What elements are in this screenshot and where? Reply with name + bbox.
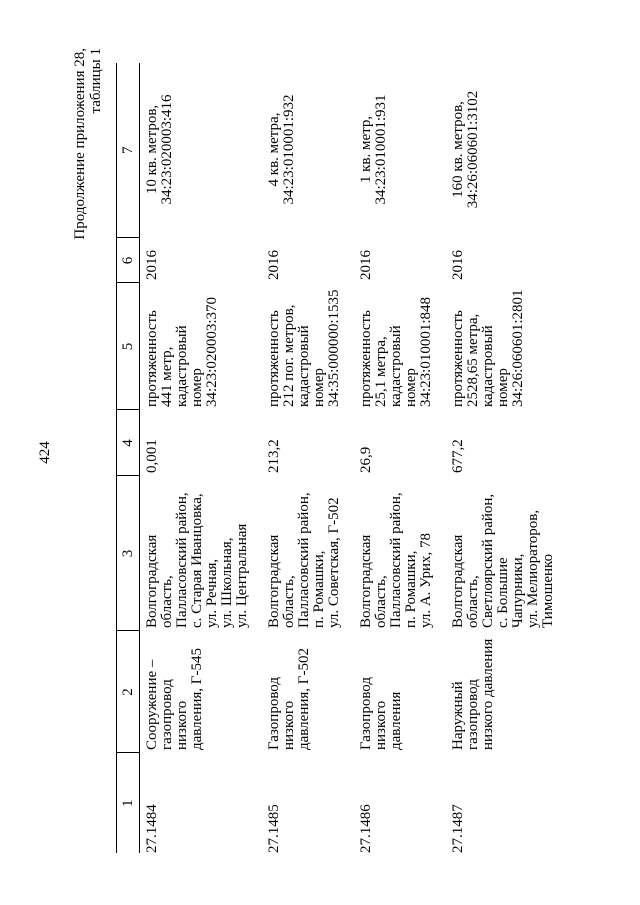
object-address: Волгоградская область, Палласовский район, с. Старая Иванцовка, ул. Речная, ул. Школьная, ул. Центральная	[144, 492, 250, 628]
continuation-line-2: таблицы 1	[88, 48, 104, 114]
object-year: 2016	[358, 250, 374, 280]
object-year: 2016	[266, 250, 282, 280]
table-row	[359, 63, 451, 853]
row-number: 27.1486	[358, 804, 374, 853]
land-plot: 10 кв. метров, 34:23:020003:416	[144, 94, 175, 205]
column-header: 3	[117, 476, 140, 631]
object-characteristics: протяженность 2528,65 метра, кадастровый номер 34:26:060601:2801	[450, 289, 526, 407]
table-row	[140, 63, 268, 853]
object-characteristics: протяженность 441 метр, кадастровый номер 34:23:020003:370	[144, 296, 220, 407]
object-name: Газопровод низкого давления	[358, 676, 404, 750]
object-year: 2016	[144, 250, 160, 280]
row-number: 27.1485	[266, 804, 282, 853]
column-header: 1	[117, 753, 140, 853]
object-quantity: 0,001	[144, 439, 160, 473]
object-quantity: 213,2	[266, 439, 282, 473]
object-name: Сооружение – газопровод низкого давления, Г-545	[144, 648, 205, 750]
column-header: 5	[117, 283, 140, 410]
row-number: 27.1487	[450, 804, 466, 853]
land-plot: 4 кв. метра, 34:23:010001:932	[266, 94, 297, 205]
continuation-line-1: Продолжение приложения 28,	[72, 48, 88, 240]
land-plot: 1 кв. метр, 34:23:010001:931	[358, 94, 389, 205]
land-plot: 160 кв. метров, 34:26:060601:3102	[450, 90, 481, 209]
table-body	[140, 63, 574, 853]
column-header: 4	[117, 410, 140, 476]
object-address: Волгоградская область, Светлоярский район, с. Большие Чапурники, ул. Мелиораторов, Тимошенко	[450, 493, 556, 628]
object-name: Наружный газопровод низкого давления	[450, 638, 496, 750]
row-number: 27.1484	[144, 804, 160, 853]
column-header: 7	[117, 63, 140, 238]
object-name: Газопровод низкого давления, Г-502	[266, 648, 312, 750]
object-characteristics: протяженность 25,1 метра, кадастровый номер 34:23:010001:848	[358, 296, 434, 407]
header-row	[117, 63, 140, 853]
table-header	[117, 63, 140, 853]
object-year: 2016	[450, 250, 466, 280]
column-header: 2	[117, 631, 140, 753]
object-quantity: 677,2	[450, 439, 466, 473]
object-characteristics: протяженность 212 пог. метров, кадастровый номер 34:35:000000:1535	[266, 289, 342, 407]
column-header: 6	[117, 238, 140, 283]
object-quantity: 26,9	[358, 446, 374, 473]
property-table	[116, 63, 573, 853]
table-row	[267, 63, 359, 853]
object-address: Волгоградская область, Палласовский район, п. Ромашки, ул. А. Урих, 78	[358, 492, 434, 628]
page-number: 424	[37, 441, 53, 464]
table-row	[451, 63, 573, 853]
continuation-heading	[72, 48, 104, 240]
object-address: Волгоградская область, Палласовский район, п. Ромашки, ул. Советская, Г-502	[266, 492, 342, 628]
